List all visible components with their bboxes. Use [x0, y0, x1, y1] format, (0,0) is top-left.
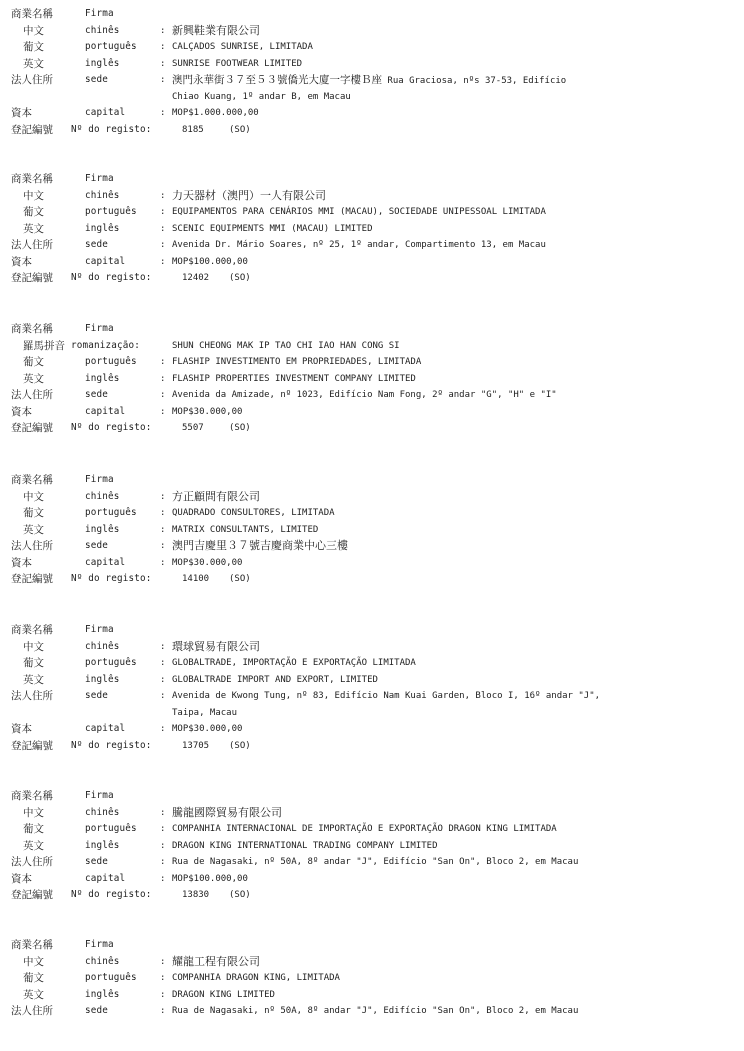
- chinese-name-row: [0, 23, 744, 40]
- portuguese-label-pt: português: [85, 657, 137, 668]
- english-name: MATRIX CONSULTANTS, LIMITED: [172, 524, 319, 535]
- chinese-name: 環球貿易有限公司: [172, 639, 260, 653]
- chinese-name-row: [0, 188, 744, 205]
- sede-row: [0, 72, 744, 105]
- colon: :: [160, 557, 166, 568]
- firma-row: [0, 937, 744, 954]
- capital-row: [0, 254, 744, 271]
- capital-row: [0, 871, 744, 888]
- registo-row: [0, 571, 744, 588]
- sede-address: Rua de Nagasaki, nº 50A, 8º andar "J", Edifício "San On", Bloco 2, em Macau: [172, 857, 579, 867]
- english-label-pt: inglês: [85, 988, 120, 1000]
- registo-suffix: (SO): [229, 890, 251, 900]
- registo-label-zh: 登記編號: [11, 573, 53, 585]
- colon: :: [160, 223, 166, 234]
- portuguese-label-pt: português: [85, 356, 137, 367]
- chinese-name-row: [0, 489, 744, 506]
- capital-label-pt: capital: [85, 107, 126, 118]
- colon: :: [160, 691, 166, 701]
- english-name: DRAGON KING LIMITED: [172, 989, 275, 1000]
- capital-label-pt: capital: [85, 723, 126, 734]
- firma-label-pt: Firma: [85, 8, 114, 19]
- colon: :: [160, 541, 166, 551]
- sede-label-pt: sede: [85, 540, 108, 551]
- english-name-row: [0, 522, 744, 539]
- sede-label-pt: sede: [85, 690, 108, 701]
- company-entry: [0, 788, 744, 904]
- sede-label-zh: 法人住所: [11, 690, 53, 702]
- portuguese-name-row: [0, 655, 744, 672]
- colon: :: [160, 357, 166, 367]
- english-name-row: [0, 56, 744, 73]
- colon: :: [160, 75, 166, 85]
- sede-row: [0, 854, 744, 871]
- registo-row: [0, 738, 744, 755]
- colon: :: [160, 840, 166, 851]
- sede-row: [0, 387, 744, 404]
- romanization-label-pt: romanização:: [71, 339, 140, 351]
- portuguese-name: EQUIPAMENTOS PARA CENÁRIOS MMI (MACAU), SOCIEDADE UNIPESSOAL LIMITADA: [172, 207, 546, 217]
- sede-address-cont: Chiao Kuang, 1º andar B, em Macau: [172, 91, 351, 102]
- english-name: SCENIC EQUIPMENTS MMI (MACAU) LIMITED: [172, 223, 373, 234]
- colon: :: [160, 524, 166, 535]
- firma-label-zh: 商業名稱: [11, 790, 53, 802]
- capital-label-zh: 資本: [11, 405, 32, 418]
- registo-label-pt: Nº do registo:: [71, 422, 152, 433]
- capital-label-pt: capital: [85, 872, 126, 884]
- capital-label-zh: 資本: [11, 255, 32, 268]
- english-label-pt: inglês: [85, 372, 120, 384]
- portuguese-name: GLOBALTRADE, IMPORTAÇÃO E EXPORTAÇÃO LIMITADA: [172, 658, 416, 668]
- capital-value: MOP$30.000,00: [172, 724, 243, 734]
- registo-suffix: (SO): [229, 574, 251, 584]
- portuguese-label-pt: português: [85, 823, 137, 834]
- chinese-label-zh: 中文: [23, 640, 44, 653]
- english-name-row: [0, 672, 744, 689]
- portuguese-label-zh: 葡文: [23, 41, 44, 53]
- sede-label-zh: 法人住所: [11, 856, 53, 868]
- chinese-label-zh: 中文: [23, 490, 44, 503]
- capital-value: MOP$100.000,00: [172, 873, 248, 884]
- chinese-name: 方正顧問有限公司: [172, 489, 260, 503]
- capital-label-zh: 資本: [11, 556, 32, 569]
- portuguese-label-pt: português: [85, 972, 137, 983]
- registo-row: [0, 270, 744, 287]
- sede-label-pt: sede: [85, 389, 108, 400]
- sede-label-zh: 法人住所: [11, 389, 53, 401]
- registo-suffix: (SO): [229, 124, 251, 135]
- registo-suffix: (SO): [229, 273, 251, 283]
- capital-row: [0, 105, 744, 122]
- registo-suffix: (SO): [229, 423, 251, 433]
- sede-row: [0, 688, 744, 721]
- company-entry: [0, 622, 744, 754]
- sede-label-zh: 法人住所: [11, 1005, 53, 1017]
- english-label-pt: inglês: [85, 839, 120, 851]
- colon: :: [160, 190, 166, 201]
- english-name: GLOBALTRADE IMPORT AND EXPORT, LIMITED: [172, 674, 378, 685]
- firma-row: [0, 622, 744, 639]
- colon: :: [160, 25, 166, 36]
- capital-label-pt: capital: [85, 405, 126, 417]
- registo-label-pt: Nº do registo:: [71, 739, 152, 751]
- english-label-zh: 英文: [23, 839, 44, 852]
- colon: :: [160, 373, 166, 384]
- sede-row: [0, 538, 744, 555]
- registo-label-zh: 登記編號: [11, 123, 53, 136]
- portuguese-name: CALÇADOS SUNRISE, LIMITADA: [172, 42, 313, 52]
- sede-address-zh: 澳門永華街３７至５３號僑光大廈一字樓Ｂ座: [172, 74, 382, 86]
- portuguese-label-pt: português: [85, 41, 137, 52]
- sede-address: [172, 72, 566, 90]
- colon: :: [160, 973, 166, 983]
- chinese-name: 耀龍工程有限公司: [172, 954, 260, 968]
- chinese-label-pt: chinês: [85, 640, 120, 652]
- colon: :: [160, 256, 166, 267]
- capital-row: [0, 404, 744, 421]
- sede-row: [0, 237, 744, 254]
- chinese-label-pt: chinês: [85, 955, 120, 967]
- sede-address-pt: Rua Graciosa, nºs 37-53, Edifício: [382, 76, 567, 86]
- colon: :: [160, 42, 166, 52]
- sede-label-zh: 法人住所: [11, 540, 53, 552]
- firma-label-pt: Firma: [85, 323, 114, 334]
- english-label-pt: inglês: [85, 222, 120, 234]
- english-name-row: [0, 987, 744, 1004]
- english-name-row: [0, 371, 744, 388]
- colon: :: [160, 658, 166, 668]
- portuguese-name: QUADRADO CONSULTORES, LIMITADA: [172, 508, 335, 518]
- firma-label-pt: Firma: [85, 474, 114, 485]
- colon: :: [160, 1006, 166, 1016]
- chinese-name: 新興鞋業有限公司: [172, 23, 260, 37]
- colon: :: [160, 491, 166, 502]
- firma-label-pt: Firma: [85, 624, 114, 635]
- colon: :: [160, 390, 166, 400]
- firma-label-zh: 商業名稱: [11, 323, 53, 335]
- registo-row: [0, 887, 744, 904]
- chinese-label-zh: 中文: [23, 955, 44, 968]
- registo-row: [0, 420, 744, 437]
- sede-address-cont: Taipa, Macau: [172, 707, 238, 718]
- capital-label-zh: 資本: [11, 872, 32, 885]
- romanization-label-zh: 羅馬拼音: [23, 339, 65, 352]
- english-name-row: [0, 838, 744, 855]
- registo-number: 8185: [182, 124, 204, 135]
- sede-address: Rua de Nagasaki, nº 50A, 8º andar "J", Edifício "San On", Bloco 2, em Macau: [172, 1006, 579, 1016]
- sede-label-pt: sede: [85, 74, 108, 85]
- sede-label-zh: 法人住所: [11, 74, 53, 86]
- registo-label-pt: Nº do registo:: [71, 272, 152, 283]
- capital-row: [0, 721, 744, 738]
- chinese-label-zh: 中文: [23, 24, 44, 37]
- chinese-label-pt: chinês: [85, 189, 120, 201]
- firma-label-zh: 商業名稱: [11, 624, 53, 636]
- chinese-name: 騰龍國際貿易有限公司: [172, 805, 282, 819]
- portuguese-label-pt: português: [85, 507, 137, 518]
- capital-label-zh: 資本: [11, 723, 32, 735]
- registo-row: [0, 122, 744, 139]
- chinese-name-row: [0, 639, 744, 656]
- capital-value: MOP$100.000,00: [172, 256, 248, 267]
- romanization-row: [0, 338, 744, 355]
- chinese-label-zh: 中文: [23, 806, 44, 819]
- romanized-name: SHUN CHEONG MAK IP TAO CHI IAO HAN CONG SI: [172, 340, 400, 351]
- colon: :: [160, 406, 166, 417]
- portuguese-label-zh: 葡文: [23, 507, 44, 519]
- sede-label-pt: sede: [85, 239, 108, 250]
- registo-number: 14100: [182, 574, 210, 584]
- capital-row: [0, 555, 744, 572]
- english-name: DRAGON KING INTERNATIONAL TRADING COMPANY LIMITED: [172, 840, 438, 851]
- english-label-zh: 英文: [23, 523, 44, 536]
- registo-number: 13830: [182, 890, 210, 900]
- colon: :: [160, 989, 166, 1000]
- registo-label-zh: 登記編號: [11, 889, 53, 901]
- sede-row: [0, 1003, 744, 1020]
- portuguese-label-zh: 葡文: [23, 972, 44, 984]
- sede-address: Avenida da Amizade, nº 1023, Edifício Nam Fong, 2º andar "G", "H" e "I": [172, 390, 557, 400]
- portuguese-name-row: [0, 354, 744, 371]
- portuguese-name: FLASHIP INVESTIMENTO EM PROPRIEDADES, LIMITADA: [172, 357, 422, 367]
- sede-label-pt: sede: [85, 1005, 108, 1016]
- portuguese-label-pt: português: [85, 206, 137, 217]
- registo-number: 12402: [182, 273, 210, 283]
- registo-label-pt: Nº do registo:: [71, 123, 152, 135]
- colon: :: [160, 240, 166, 250]
- sede-address: Avenida de Kwong Tung, nº 83, Edifício Nam Kuai Garden, Bloco I, 16º andar "J",: [172, 691, 601, 701]
- english-name: SUNRISE FOOTWEAR LIMITED: [172, 58, 303, 69]
- english-label-zh: 英文: [23, 673, 44, 686]
- registo-label-zh: 登記編號: [11, 272, 53, 284]
- english-name-row: [0, 221, 744, 238]
- capital-label-zh: 資本: [11, 107, 32, 119]
- portuguese-name-row: [0, 39, 744, 56]
- colon: :: [160, 108, 166, 118]
- english-name: FLASHIP PROPERTIES INVESTMENT COMPANY LIMITED: [172, 373, 416, 384]
- portuguese-label-zh: 葡文: [23, 356, 44, 368]
- chinese-name-row: [0, 805, 744, 822]
- firma-label-zh: 商業名稱: [11, 173, 53, 185]
- chinese-label-pt: chinês: [85, 490, 120, 502]
- firma-row: [0, 472, 744, 489]
- capital-value: MOP$30.000,00: [172, 557, 243, 568]
- colon: :: [160, 807, 166, 818]
- portuguese-name-row: [0, 821, 744, 838]
- company-entry: [0, 171, 744, 287]
- capital-label-pt: capital: [85, 556, 126, 568]
- company-entry: [0, 937, 744, 1020]
- chinese-name-row: [0, 954, 744, 971]
- colon: :: [160, 641, 166, 652]
- firma-row: [0, 171, 744, 188]
- colon: :: [160, 674, 166, 685]
- colon: :: [160, 873, 166, 884]
- colon: :: [160, 824, 166, 834]
- portuguese-label-zh: 葡文: [23, 206, 44, 218]
- english-label-pt: inglês: [85, 523, 120, 535]
- firma-label-zh: 商業名稱: [11, 474, 53, 486]
- firma-label-pt: Firma: [85, 939, 114, 950]
- english-label-zh: 英文: [23, 372, 44, 385]
- firma-label-zh: 商業名稱: [11, 8, 53, 20]
- chinese-label-pt: chinês: [85, 24, 120, 36]
- portuguese-name: COMPANHIA INTERNACIONAL DE IMPORTAÇÃO E EXPORTAÇÃO DRAGON KING LIMITADA: [172, 824, 557, 834]
- company-entry: [0, 6, 744, 138]
- portuguese-label-zh: 葡文: [23, 823, 44, 835]
- registo-label-pt: Nº do registo:: [71, 573, 152, 584]
- english-label-zh: 英文: [23, 988, 44, 1001]
- registo-number: 5507: [182, 423, 204, 433]
- registo-label-pt: Nº do registo:: [71, 889, 152, 900]
- company-entry: [0, 321, 744, 437]
- portuguese-name-row: [0, 970, 744, 987]
- firma-row: [0, 788, 744, 805]
- firma-row: [0, 321, 744, 338]
- sede-address: Avenida Dr. Mário Soares, nº 25, 1º andar, Compartimento 13, em Macau: [172, 240, 546, 250]
- firma-label-pt: Firma: [85, 790, 114, 801]
- portuguese-name: COMPANHIA DRAGON KING, LIMITADA: [172, 973, 340, 983]
- capital-value: MOP$30.000,00: [172, 406, 243, 417]
- english-label-pt: inglês: [85, 673, 120, 685]
- capital-value: MOP$1.000.000,00: [172, 108, 259, 118]
- colon: :: [160, 207, 166, 217]
- english-label-pt: inglês: [85, 57, 120, 69]
- registo-label-zh: 登記編號: [11, 739, 53, 752]
- firma-label-pt: Firma: [85, 173, 114, 184]
- sede-label-zh: 法人住所: [11, 239, 53, 251]
- english-label-zh: 英文: [23, 57, 44, 70]
- registo-number: 13705: [182, 740, 210, 751]
- portuguese-label-zh: 葡文: [23, 657, 44, 669]
- colon: :: [160, 956, 166, 967]
- chinese-label-pt: chinês: [85, 806, 120, 818]
- colon: :: [160, 857, 166, 867]
- capital-label-pt: capital: [85, 255, 126, 267]
- colon: :: [160, 58, 166, 69]
- portuguese-name-row: [0, 505, 744, 522]
- firma-row: [0, 6, 744, 23]
- portuguese-name-row: [0, 204, 744, 221]
- english-label-zh: 英文: [23, 222, 44, 235]
- sede-label-pt: sede: [85, 856, 108, 867]
- chinese-name: 力天器材（澳門）一人有限公司: [172, 188, 326, 202]
- registo-suffix: (SO): [229, 740, 251, 751]
- colon: :: [160, 508, 166, 518]
- sede-address: 澳門吉慶里３７號吉慶商業中心三樓: [172, 539, 348, 552]
- company-entry: [0, 472, 744, 588]
- registo-label-zh: 登記編號: [11, 422, 53, 434]
- colon: :: [160, 724, 166, 734]
- chinese-label-zh: 中文: [23, 189, 44, 202]
- firma-label-zh: 商業名稱: [11, 939, 53, 951]
